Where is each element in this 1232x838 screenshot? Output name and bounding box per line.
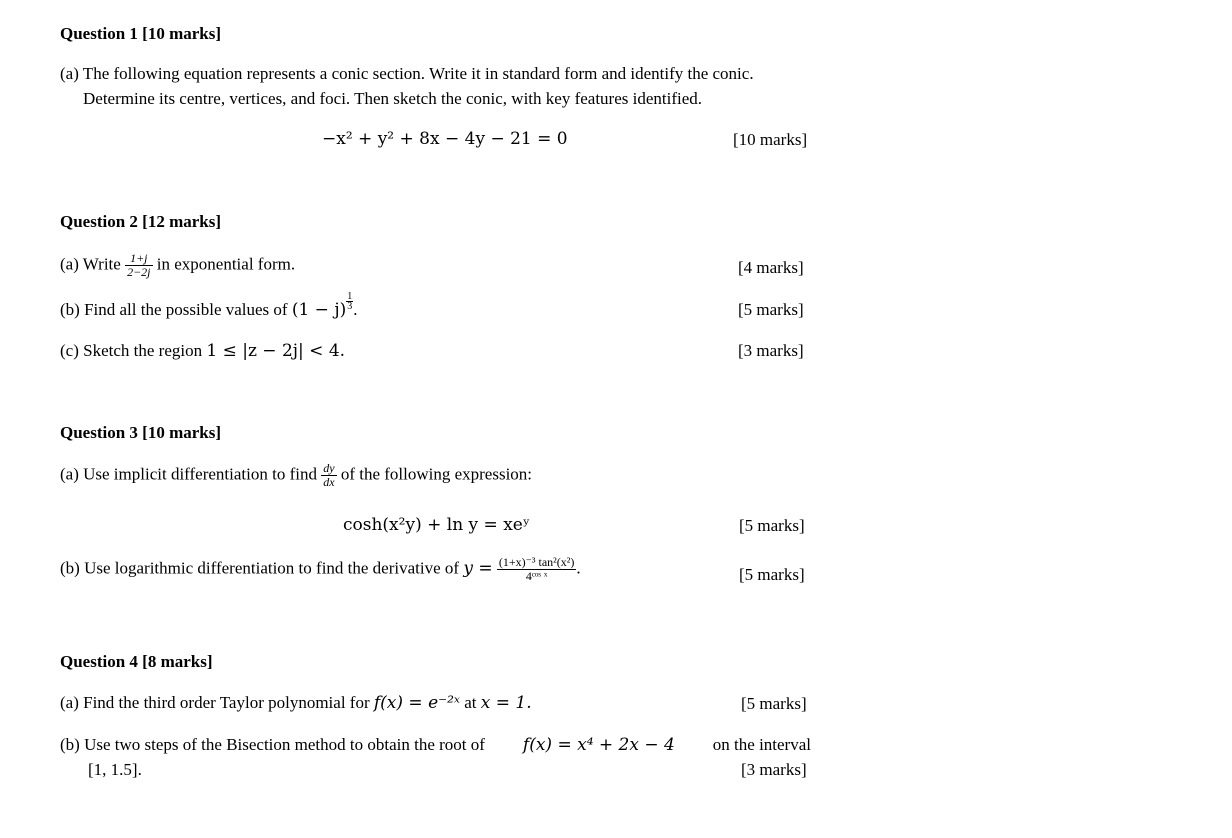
q2-a-frac-num: 1+j [125, 252, 152, 266]
q4-b-end: on the interval [712, 735, 811, 754]
q2-b-prefix: (b) Find all the possible values of [60, 300, 288, 319]
q2-b-base: (1 − j) [291, 300, 347, 320]
q3-b-prefix: (b) Use logarithmic differentiation to find the derivative of [60, 558, 460, 578]
q3-a-prefix: (a) Use implicit differentiation to find [60, 464, 317, 484]
q2-a-prefix: (a) Write [60, 254, 121, 274]
q1-part-a-line2: Determine its centre, vertices, and foci. Then sketch the conic, with key features identified. [83, 89, 703, 108]
q3-part-b [60, 556, 581, 583]
q4-b-math: f(x) = x⁴ + 2x − 4 [522, 735, 675, 755]
question-1-heading: Question 1 [10 marks] [60, 24, 222, 43]
question-2-heading: Question 2 [12 marks] [60, 212, 222, 231]
q3-b-frac-num: (1+x)⁻³ tan²(x²) [498, 555, 575, 569]
q3-b-marks: [5 marks] [739, 565, 805, 584]
q3-b-lhs: y = [463, 558, 493, 579]
q2-b-exp-den: 3 [347, 301, 353, 312]
q2-a-suffix: in exponential form. [156, 254, 296, 274]
q4-a-marks: [5 marks] [741, 694, 807, 713]
q3-a-fraction [321, 462, 336, 489]
q2-a-fraction [125, 252, 152, 279]
q3-b-fraction [497, 556, 577, 583]
q2-part-b [60, 291, 358, 320]
q2-b-suffix: . [353, 300, 358, 319]
q4-a-point: x = 1. [480, 693, 532, 713]
q2-a-marks: [4 marks] [738, 258, 804, 277]
q3-part-a [60, 462, 532, 489]
q3-b-suffix: . [576, 558, 581, 578]
question-4-heading: Question 4 [8 marks] [60, 652, 213, 671]
q2-a-frac-den: 2−2j [127, 265, 151, 279]
q4-a-mid: at [464, 693, 477, 712]
q2-b-exponent [346, 292, 353, 311]
q2-b-marks: [5 marks] [738, 300, 804, 319]
q3-b-frac-den: 4ᶜᵒˢ ˣ [525, 569, 548, 583]
q3-a-suffix: of the following expression: [340, 464, 533, 484]
q4-b-text: (b) Use two steps of the Bisection method to obtain the root of [60, 735, 485, 754]
q2-part-a [60, 252, 295, 279]
q2-c-math: 1 ≤ |z − 2j| < 4. [206, 341, 346, 361]
q4-part-b-line1 [60, 735, 811, 755]
q3-a-frac-num: dy [323, 461, 335, 475]
q2-c-marks: [3 marks] [738, 341, 804, 360]
q3-a-marks: [5 marks] [739, 516, 805, 535]
question-3-heading: Question 3 [10 marks] [60, 423, 222, 442]
q2-b-exp-num: 1 [347, 291, 353, 302]
q1-a-marks: [10 marks] [733, 130, 808, 149]
q3-a-frac-den: dx [323, 475, 335, 489]
q2-c-text: (c) Sketch the region [60, 341, 203, 360]
q4-part-b-line2: [1, 1.5]. [88, 760, 142, 779]
q1-part-a-line1: (a) The following equation represents a conic section. Write it in standard form and identify the conic. [60, 64, 754, 83]
q4-a-math: f(x) = e⁻²ˣ [373, 693, 460, 713]
q4-a-prefix: (a) Find the third order Taylor polynomial for [60, 693, 370, 712]
q4-part-a [60, 693, 532, 713]
q4-b-marks: [3 marks] [741, 760, 807, 779]
q2-part-c [60, 341, 345, 361]
q3-equation: cosh(x²y) + ln y = xeʸ [343, 515, 531, 535]
q1-equation: −x² + y² + 8x − 4y − 21 = 0 [322, 129, 568, 149]
